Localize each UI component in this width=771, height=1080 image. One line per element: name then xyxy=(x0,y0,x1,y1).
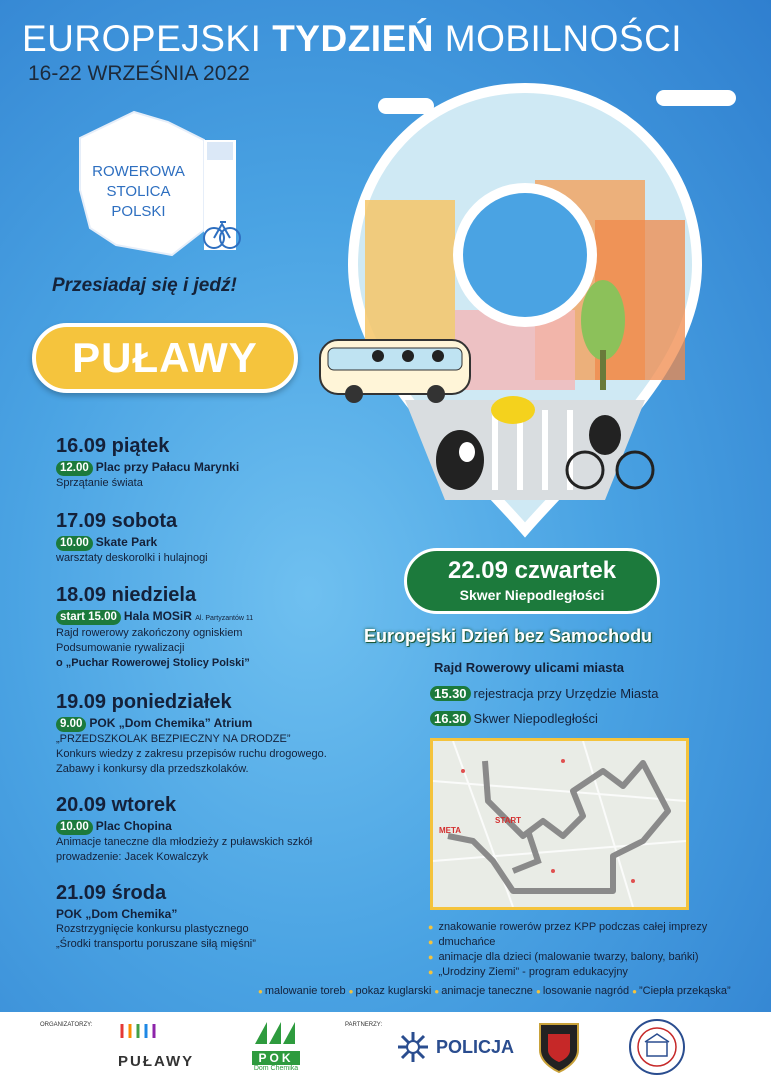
day-16-09 xyxy=(56,434,376,491)
day-heading: 17.09 sobota xyxy=(56,510,178,532)
event-title: EUROPEJSKI TYDZIEŃ MOBILNOŚCI xyxy=(22,18,683,59)
attraction-item: ● losowanie nagród xyxy=(536,985,629,997)
map-pin-illustration xyxy=(345,80,705,540)
day-18-09 xyxy=(56,583,376,671)
city-badge: PUŁAWY xyxy=(32,323,298,393)
map-start-label: START xyxy=(495,816,522,825)
attraction-item: ● animacje taneczne xyxy=(434,985,533,997)
day-desc: Zabawy i konkursy dla przedszkolaków. xyxy=(56,763,249,775)
schedule-item xyxy=(430,711,598,726)
day-heading: 16.09 piątek xyxy=(56,435,170,457)
day-desc: Konkurs wiedzy z zakresu przepisów ruchu drogowego. xyxy=(56,748,327,760)
day-place-address: Al. Partyzantów 11 xyxy=(195,615,254,622)
day-21-09 xyxy=(56,881,376,952)
rally-subtitle: Rajd Rowerowy ulicami miasta xyxy=(434,660,625,675)
people-figures-icon xyxy=(118,1020,158,1042)
day-desc: „Środki transportu poruszane siłą mięśni” xyxy=(56,938,256,950)
bus-illustration xyxy=(318,338,476,406)
rowerowa-stolica-polski-logo xyxy=(76,110,246,260)
rsp-line-3: POLSKI xyxy=(111,203,166,220)
bullet-item: ● „Urodziny Ziemi” - program edukacyjny xyxy=(428,965,707,980)
day-heading: 19.09 poniedziałek xyxy=(56,691,232,713)
day-heading: 20.09 wtorek xyxy=(56,794,177,816)
rsp-line-1: ROWEROWA xyxy=(92,163,185,180)
schedule-text: rejestracja przy Urzędzie Miasta xyxy=(473,686,659,701)
time-badge: start 15.00 xyxy=(56,610,121,625)
pok-logo xyxy=(252,1020,300,1076)
bullet-item: ● znakowanie rowerów przez KPP podczas całej imprezy xyxy=(428,920,707,935)
pok-logo-sub: Dom Chemika xyxy=(253,1065,299,1072)
thursday-bullets xyxy=(428,920,707,980)
bottom-attractions xyxy=(258,985,731,997)
day-desc: „PRZEDSZKOLAK BEZPIECZNY NA DRODZE” xyxy=(56,733,291,745)
pulawy-logo-text: PUŁAWY xyxy=(118,1053,195,1070)
thursday-place: Skwer Niepodległości xyxy=(459,587,605,603)
thursday-badge xyxy=(404,548,660,614)
attraction-item: ● malowanie toreb xyxy=(258,985,346,997)
day-desc: warsztaty deskorolki i hulajnogi xyxy=(56,552,208,564)
time-badge: 9.00 xyxy=(56,717,86,732)
day-20-09 xyxy=(56,793,376,865)
day-desc: Rozstrzygnięcie konkursu plastycznego xyxy=(56,923,249,935)
day-place: Plac Chopina xyxy=(95,819,172,833)
partners-label: PARTNERZY: xyxy=(345,1022,383,1028)
map-meta-label: META xyxy=(439,826,462,835)
time-badge: 10.00 xyxy=(56,536,93,551)
city-guard-badge-icon xyxy=(536,1020,582,1074)
bullet-item: ● animacje dla dzieci (malowanie twarzy, balony, bańki) xyxy=(428,950,707,965)
event-dates: 16-22 WRZEŚNIA 2022 xyxy=(28,62,250,85)
route-map xyxy=(430,738,689,910)
schedule-item xyxy=(430,686,659,701)
day-desc: Rajd rowerowy zakończony ogniskiem xyxy=(56,627,243,639)
day-place: POK „Dom Chemika” xyxy=(56,907,178,921)
time-badge: 16.30 xyxy=(430,711,471,726)
organizers-label: ORGANIZATORZY: xyxy=(40,1022,93,1028)
day-place: Plac przy Pałacu Marynki xyxy=(95,460,240,474)
route-map-drawing xyxy=(433,741,686,907)
day-place: Hala MOSiR xyxy=(123,609,192,623)
time-badge: 15.30 xyxy=(430,686,471,701)
sports-center-seal-icon xyxy=(628,1018,686,1076)
time-badge: 10.00 xyxy=(56,820,93,835)
policja-logo xyxy=(396,1030,514,1064)
day-place: POK „Dom Chemika” Atrium xyxy=(89,716,253,730)
schedule-text: Skwer Niepodległości xyxy=(473,711,598,726)
slogan: Przesiadaj się i jedź! xyxy=(52,275,237,296)
pulawy-city-logo xyxy=(118,1020,210,1072)
day-heading: 21.09 środa xyxy=(56,882,167,904)
day-desc: prowadzenie: Jacek Kowalczyk xyxy=(56,851,209,863)
rsp-line-2: STOLICA xyxy=(106,183,171,200)
attraction-item: ● pokaz kuglarski xyxy=(349,985,432,997)
time-badge: 12.00 xyxy=(56,461,93,476)
policja-text: POLICJA xyxy=(436,1036,515,1057)
pok-leaves-icon xyxy=(253,1020,299,1046)
day-desc: Animacje taneczne dla młodzieży z puławskich szkół xyxy=(56,836,313,848)
day-19-09 xyxy=(56,690,376,777)
day-place: Skate Park xyxy=(95,535,158,549)
sponsors-footer xyxy=(0,1012,771,1080)
police-star-icon xyxy=(396,1030,430,1064)
bullet-item: ● dmuchańce xyxy=(428,935,707,950)
day-desc: Sprzątanie świata xyxy=(56,477,143,489)
attraction-item: ● ”Ciepła przekąska” xyxy=(632,985,731,997)
day-desc: o „Puchar Rowerowej Stolicy Polski” xyxy=(56,657,250,669)
car-free-day-title: Europejski Dzień bez Samochodu xyxy=(364,626,653,646)
day-heading: 18.09 niedziela xyxy=(56,584,197,606)
day-17-09 xyxy=(56,509,376,566)
day-desc: Podsumowanie rywalizacji xyxy=(56,642,185,654)
pok-logo-text: POK xyxy=(252,1051,300,1065)
thursday-heading: 22.09 czwartek xyxy=(447,557,617,584)
